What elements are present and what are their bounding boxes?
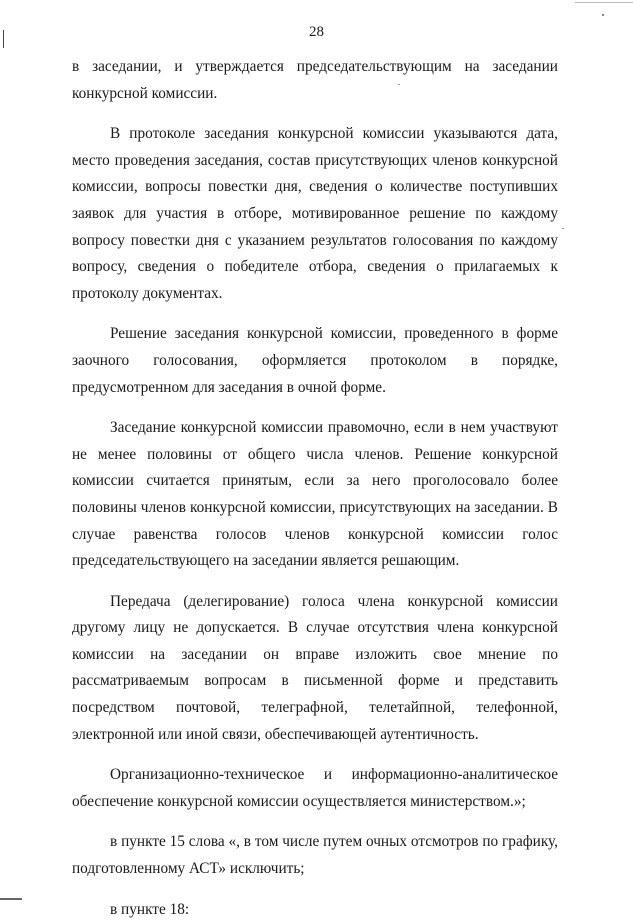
- paragraph-quorum: Заседание конкурсной комиссии правомочно, если в нем участвуют не менее половины от общего числа членов. Решение конкурсной комиссии считается принятым, если за него проголосовало более половины членов конкурсной комиссии, присутствующих на заседании. В случае равенства голосов членов конкурсной комиссии голос председательствующего на заседании является решающим.: [72, 419, 558, 570]
- paragraph-continuation: в заседании, и утверждается председательствующим на заседании конкурсной комиссии.: [72, 58, 558, 102]
- scan-edge-mark: [0, 898, 22, 900]
- paragraph-protocol-contents: В протоколе заседания конкурсной комиссии указываются дата, место проведения заседания, состав присутствующих членов конкурсной комиссии, вопросы повестки дня, сведения о количестве поступивших заявок для участия в отборе, мотивированное решение по каждому вопросу повестки дня с указанием результатов голосования по каждому вопросу, сведения о победителе отбора, сведения о прилагаемых к протоколу документах.: [72, 125, 558, 302]
- paragraph-absentee-vote: Решение заседания конкурсной комиссии, проведенного в форме заочного голосования, оформляется протоколом в порядке, предусмотренном для заседания в очной форме.: [72, 325, 558, 396]
- scan-speck: [602, 14, 604, 16]
- paragraph-point-15: в пункте 15 слова «, в том числе путем очных отсмотров по графику, подготовленному АСТ» исключить;: [72, 833, 558, 878]
- page-number: 28: [309, 24, 324, 40]
- paragraph-point-18: в пункте 18:: [110, 900, 190, 918]
- paragraph-delegation: Передача (делегирование) голоса члена конкурсной комиссии другому лицу не допускается. В случае отсутствия члена конкурсной комиссии на заседании он вправе изложить свое мнение по рассматриваемым вопросам в письменной форме и представить посредством почтовой, телеграфной, телетайпной, телефонной, электронной или иной связи, обеспечивающей аутентичность.: [72, 592, 558, 743]
- paragraph-support: Организационно-техническое и информационно-аналитическое обеспечение конкурсной комиссии осуществляется министерством.»;: [72, 766, 558, 810]
- body-text: [72, 54, 558, 923]
- scan-edge-mark: [575, 2, 633, 3]
- scan-speck: [562, 228, 564, 229]
